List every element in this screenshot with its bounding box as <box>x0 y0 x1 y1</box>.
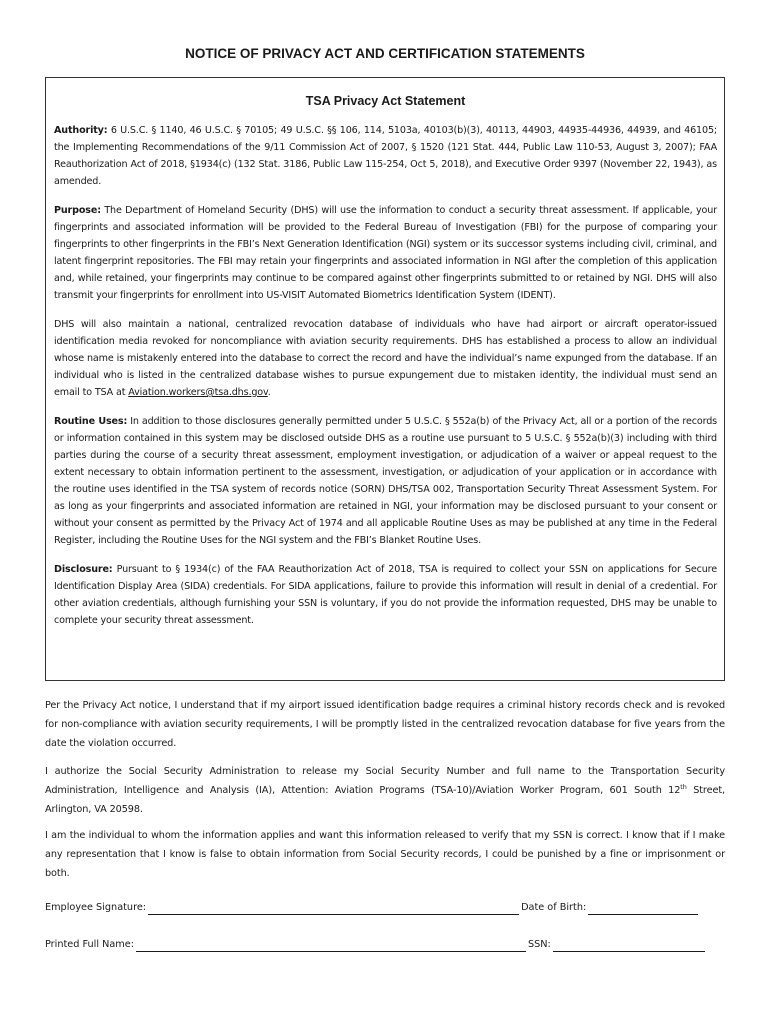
ssa-authorization <box>45 762 725 819</box>
ssa-authorization-end: Street, Arlington, VA 20598. <box>45 785 726 815</box>
date-of-birth-label: Date of Birth: <box>521 902 587 913</box>
purpose-label: Purpose: <box>54 205 101 216</box>
ssa-authorization-text: I authorize the Social Security Administration to release my Social Security Number and full name to the Transportation Security Administration, Intelligence and Analysis (IA), Attention: Aviation Programs (TSA-10)/Aviation Worker Program, 601 South 12 <box>45 766 725 796</box>
ssn-verification-statement: I am the individual to whom the information applies and want this information released to verify that my SSN is correct. I know that if I make any representation that I know is false to obtain information from Social Security records, I could be punished by a fine or imprisonment or both. <box>45 830 725 879</box>
signature-row <box>45 900 725 915</box>
ssa-authorization-superscript: th <box>680 782 687 791</box>
routine-uses-paragraph <box>54 413 717 549</box>
revocation-text: DHS will also maintain a national, centralized revocation database of individuals who have had airport or aircraft operator-issued identification media revoked for noncompliance with aviation security requirements. DHS has established a process to allow an individual whose name is mistakenly entered into the database to correct the record and have the individual’s name expunged from the database. If an individual who is listed in the centralized database wishes to pursue expungement due to mistaken identity, the individual must send an email to TSA at <box>54 319 717 398</box>
authority-text: 6 U.S.C. § 1140, 46 U.S.C. § 70105; 49 U.S.C. §§ 106, 114, 5103a, 40103(b)(3), 40113, 44903, 44935-44936, 44939, and 46105; the Implementing Recommendations of the 9/11 Commission Act of 2007, § 1520 (121 Stat. 444, Public Law 110-53, August 3, 2007); FAA Reauthorization Act of 2018, §1934(c) (132 Stat. 3186, Public Law 115-254, Oct 5, 2018), and Executive Order 9397 (November 22, 1943), as amended. <box>54 125 717 187</box>
ssn-label: SSN: <box>527 939 551 950</box>
employee-signature-field[interactable] <box>148 903 519 915</box>
aviation-workers-email-link[interactable]: Aviation.workers@tsa.dhs.gov <box>128 387 268 398</box>
tsa-privacy-statement-box <box>45 77 725 681</box>
purpose-text: The Department of Homeland Security (DHS) will use the information to conduct a security threat assessment. If applicable, your fingerprints and associated information will be provided to the Federal Bureau of Investigation (FBI) for the purpose of comparing your fingerprints to other fingerprints in the FBI’s Next Generation Identification (NGI) system or its successor systems including civil, criminal, and latent fingerprint repositories. The FBI may retain your fingerprints and associated information in NGI after the completion of this application and, while retained, your fingerprints may continue to be compared against other fingerprints submitted to or retained by NGI. DHS will also transmit your fingerprints for enrollment into US-VISIT Automated Biometrics Identification System (IDENT). <box>54 205 717 301</box>
revocation-acknowledgement: Per the Privacy Act notice, I understand that if my airport issued identification badge requires a criminal history records check and is revoked for non-compliance with aviation security requirements, I will be promptly listed in the centralized revocation database for five years from the date the violation occurred. <box>45 700 725 749</box>
printed-name-row <box>45 937 725 952</box>
authority-label: Authority: <box>54 125 108 136</box>
disclosure-paragraph <box>54 561 717 629</box>
revocation-paragraph <box>54 316 717 401</box>
page-title: NOTICE OF PRIVACY ACT AND CERTIFICATION STATEMENTS <box>185 46 585 61</box>
disclosure-text: Pursuant to § 1934(c) of the FAA Reauthorization Act of 2018, TSA is required to collect your SSN on applications for Secure Identification Display Area (SIDA) credentials. For SIDA applications, failure to provide this information will result in denial of a credential. For other aviation credentials, although furnishing your SSN is voluntary, if you do not provide the information requested, DHS may be unable to complete your security threat assessment. <box>54 564 717 626</box>
authority-paragraph <box>54 122 717 190</box>
purpose-paragraph <box>54 202 717 304</box>
revocation-end: . <box>267 387 271 398</box>
printed-full-name-field[interactable] <box>136 940 526 952</box>
routine-uses-text: In addition to those disclosures generally permitted under 5 U.S.C. § 552a(b) of the Privacy Act, all or a portion of the records or information contained in this system may be disclosed outside DHS as a routine use pursuant to 5 U.S.C. § 552a(b)(3) including with third parties during the course of a security threat assessment, employment investigation, or adjudication of a waiver or appeal request to the extent necessary to obtain information pertinent to the assessment, investigation, or adjudication of your application or in accordance with the routine uses identified in the TSA system of records notice (SORN) DHS/TSA 002, Transportation Security Threat Assessment System. For as long as your fingerprints and associated information are retained in NGI, your information may be disclosed pursuant to your consent or without your consent as permitted by the Privacy Act of 1974 and all applicable Routine Uses as may be published at any time in the Federal Register, including the Routine Uses for the NGI system and the FBI’s Blanket Routine Uses. <box>54 416 717 546</box>
date-of-birth-field[interactable] <box>588 903 698 915</box>
employee-signature-label: Employee Signature: <box>45 902 147 913</box>
disclosure-label: Disclosure: <box>54 564 113 575</box>
routine-uses-label: Routine Uses: <box>54 416 128 427</box>
ssn-field[interactable] <box>553 940 705 952</box>
privacy-statement-heading: TSA Privacy Act Statement <box>305 94 466 108</box>
printed-full-name-label: Printed Full Name: <box>45 939 134 950</box>
